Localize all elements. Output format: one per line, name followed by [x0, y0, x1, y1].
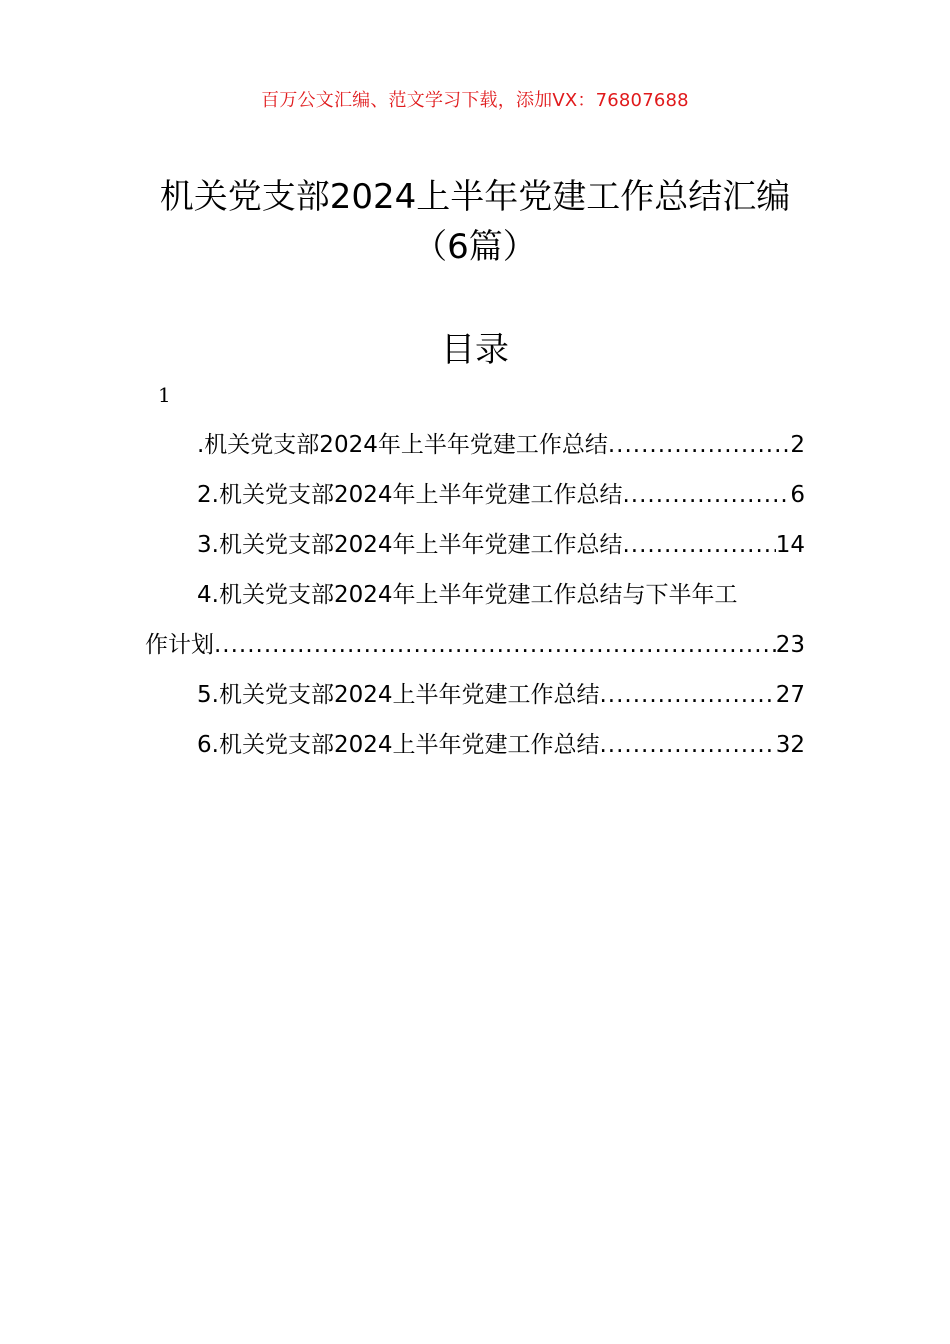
toc-leader-dots	[599, 720, 775, 770]
toc-entry-page: 14	[775, 532, 805, 558]
toc-entry-5[interactable]	[145, 670, 805, 720]
toc-entry-page: 27	[775, 682, 805, 708]
toc-entry-page: 6	[790, 482, 805, 508]
toc-entry-title-part2: 作计划	[145, 632, 214, 658]
toc-entry-4[interactable]	[145, 570, 805, 670]
toc-entry-title: 6.机关党支部2024上半年党建工作总结	[197, 732, 600, 758]
header-promo-note: 百万公文汇编、范文学习下载，添加VX：76807688	[261, 90, 689, 111]
toc-entry-page: 32	[775, 732, 805, 758]
toc-leader-dots	[608, 420, 791, 470]
toc-entry-title-part1: 4.机关党支部2024年上半年党建工作总结与下半年工	[197, 582, 738, 608]
toc-entry-title: 3.机关党支部2024年上半年党建工作总结	[197, 532, 623, 558]
toc-leader-dots	[622, 470, 790, 520]
toc-entry-6[interactable]	[145, 720, 805, 770]
document-title	[100, 172, 850, 272]
stray-list-number: 1	[158, 383, 171, 407]
toc-entry-2[interactable]	[145, 470, 805, 520]
toc-leader-dots	[599, 670, 775, 720]
toc-entry-page: 2	[790, 432, 805, 458]
document-title-line1: 机关党支部2024上半年党建工作总结汇编	[159, 177, 791, 217]
toc-entry-1[interactable]	[145, 420, 805, 470]
toc-entry-title: 5.机关党支部2024上半年党建工作总结	[197, 682, 600, 708]
toc-entry-page: 23	[775, 632, 805, 658]
toc-entry-title: 2.机关党支部2024年上半年党建工作总结	[197, 482, 623, 508]
document-title-line2: （6篇）	[413, 227, 537, 267]
table-of-contents	[145, 420, 805, 770]
toc-entry-3[interactable]	[145, 520, 805, 570]
toc-heading: 目录	[441, 330, 509, 370]
toc-leader-dots	[214, 620, 776, 670]
toc-leader-dots	[622, 520, 775, 570]
toc-entry-title: .机关党支部2024年上半年党建工作总结	[197, 432, 608, 458]
